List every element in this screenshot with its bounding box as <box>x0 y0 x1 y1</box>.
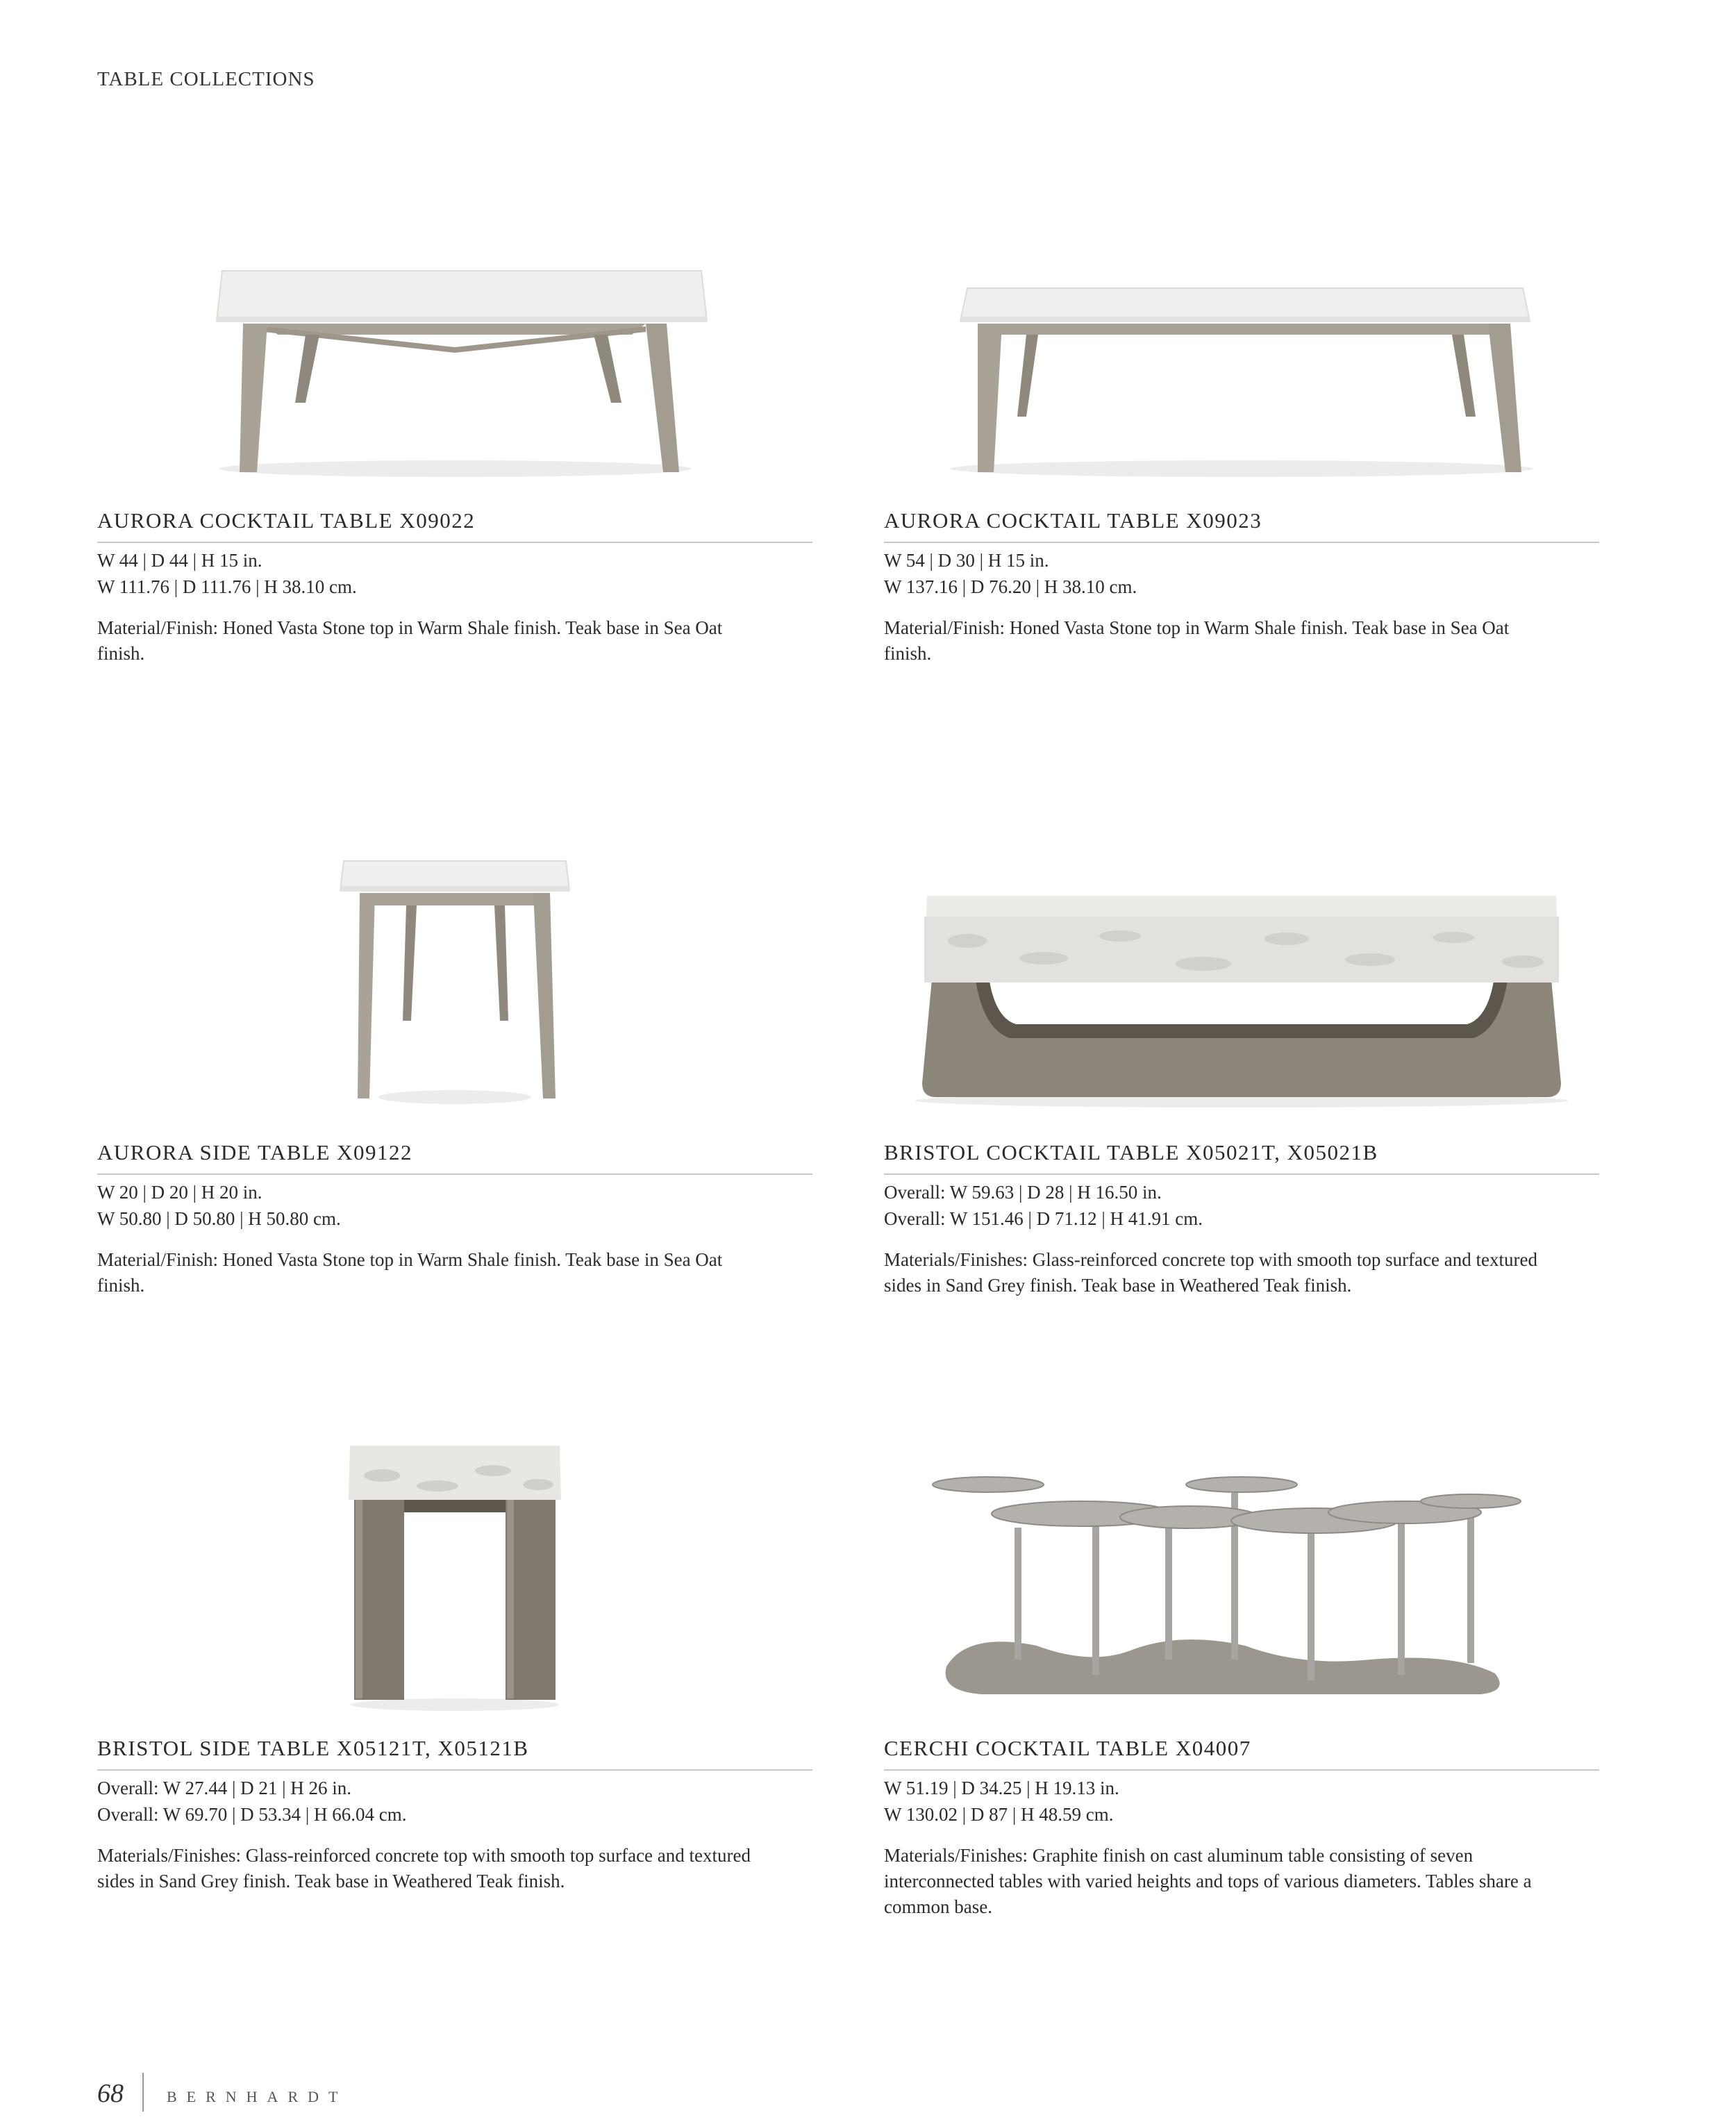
product-image-bristol-side-table <box>97 1437 812 1715</box>
product-image-cerchi-cocktail-table <box>884 1437 1599 1715</box>
page-number: 68 <box>97 2079 124 2108</box>
product-image-bristol-cocktail-table <box>884 847 1599 1111</box>
dimensions-inches: Overall: W 27.44 | D 21 | H 26 in. <box>97 1778 352 1798</box>
product-description: Material/Finish: Honed Vasta Stone top in Warm Shale finish. Teak base in Sea Oat finish. <box>97 1249 723 1296</box>
footer-divider <box>142 2073 144 2112</box>
product-dimensions <box>884 1775 1599 1828</box>
product-name: BRISTOL SIDE TABLE X05121T, X05121B <box>97 1736 812 1771</box>
product-name: AURORA SIDE TABLE X09122 <box>97 1140 812 1175</box>
product-name: BRISTOL COCKTAIL TABLE X05021T, X05021B <box>884 1140 1599 1175</box>
dimensions-inches: W 20 | D 20 | H 20 in. <box>97 1182 262 1203</box>
product-description: Materials/Finishes: Glass-reinforced concrete top with smooth top surface and textured sides in Sand Grey finish. Teak base in Weathered Teak finish. <box>97 1845 751 1891</box>
product-dimensions <box>884 547 1599 600</box>
product-image-aurora-cocktail-square <box>97 257 812 486</box>
product-name: AURORA COCKTAIL TABLE X09022 <box>97 508 812 543</box>
product-dimensions <box>97 1179 812 1232</box>
product-dimensions <box>97 547 812 600</box>
dimensions-cm: Overall: W 151.46 | D 71.12 | H 41.91 cm. <box>884 1208 1203 1229</box>
product-image-aurora-cocktail-rectangular <box>884 257 1599 486</box>
section-title: TABLE COLLECTIONS <box>97 68 315 90</box>
product-name: AURORA COCKTAIL TABLE X09023 <box>884 508 1599 543</box>
product-dimensions <box>884 1179 1599 1232</box>
product-description: Material/Finish: Honed Vasta Stone top in Warm Shale finish. Teak base in Sea Oat finish. <box>97 617 723 664</box>
product-dimensions <box>97 1775 812 1828</box>
product-description: Materials/Finishes: Glass-reinforced concrete top with smooth top surface and textured sides in Sand Grey finish. Teak base in Weathered Teak finish. <box>884 1249 1537 1296</box>
dimensions-inches: Overall: W 59.63 | D 28 | H 16.50 in. <box>884 1182 1162 1203</box>
dimensions-inches: W 51.19 | D 34.25 | H 19.13 in. <box>884 1778 1119 1798</box>
dimensions-cm: W 130.02 | D 87 | H 48.59 cm. <box>884 1804 1114 1825</box>
product-description: Materials/Finishes: Graphite finish on cast aluminum table consisting of seven interconnected tables with varied heights and tops of various diameters. Tables share a common base. <box>884 1845 1532 1917</box>
dimensions-cm: W 50.80 | D 50.80 | H 50.80 cm. <box>97 1208 341 1229</box>
product-name: CERCHI COCKTAIL TABLE X04007 <box>884 1736 1599 1771</box>
dimensions-cm: Overall: W 69.70 | D 53.34 | H 66.04 cm. <box>97 1804 407 1825</box>
dimensions-cm: W 111.76 | D 111.76 | H 38.10 cm. <box>97 576 357 597</box>
product-description: Material/Finish: Honed Vasta Stone top in Warm Shale finish. Teak base in Sea Oat finish. <box>884 617 1510 664</box>
dimensions-inches: W 44 | D 44 | H 15 in. <box>97 550 262 571</box>
brand-wordmark: BERNHARDT <box>167 2088 348 2105</box>
dimensions-cm: W 137.16 | D 76.20 | H 38.10 cm. <box>884 576 1137 597</box>
dimensions-inches: W 54 | D 30 | H 15 in. <box>884 550 1049 571</box>
product-image-aurora-side-table <box>97 847 812 1111</box>
